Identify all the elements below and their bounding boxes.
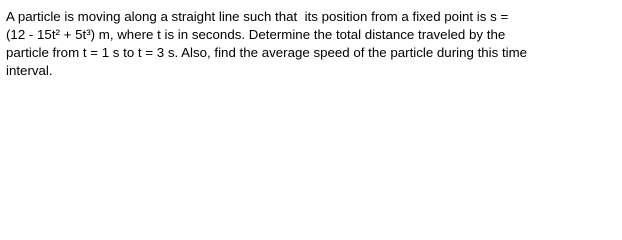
- problem-line: (12 - 15t² + 5t³) m, where t is in seconds. Determine the total distance traveled by the: [6, 27, 506, 42]
- problem-line: interval.: [6, 63, 53, 78]
- problem-statement: [6, 8, 616, 80]
- problem-line: particle from t = 1 s to t = 3 s. Also, find the average speed of the particle during this time: [6, 45, 528, 60]
- problem-line: A particle is moving along a straight line such that its position from a fixed point is s =: [6, 9, 509, 24]
